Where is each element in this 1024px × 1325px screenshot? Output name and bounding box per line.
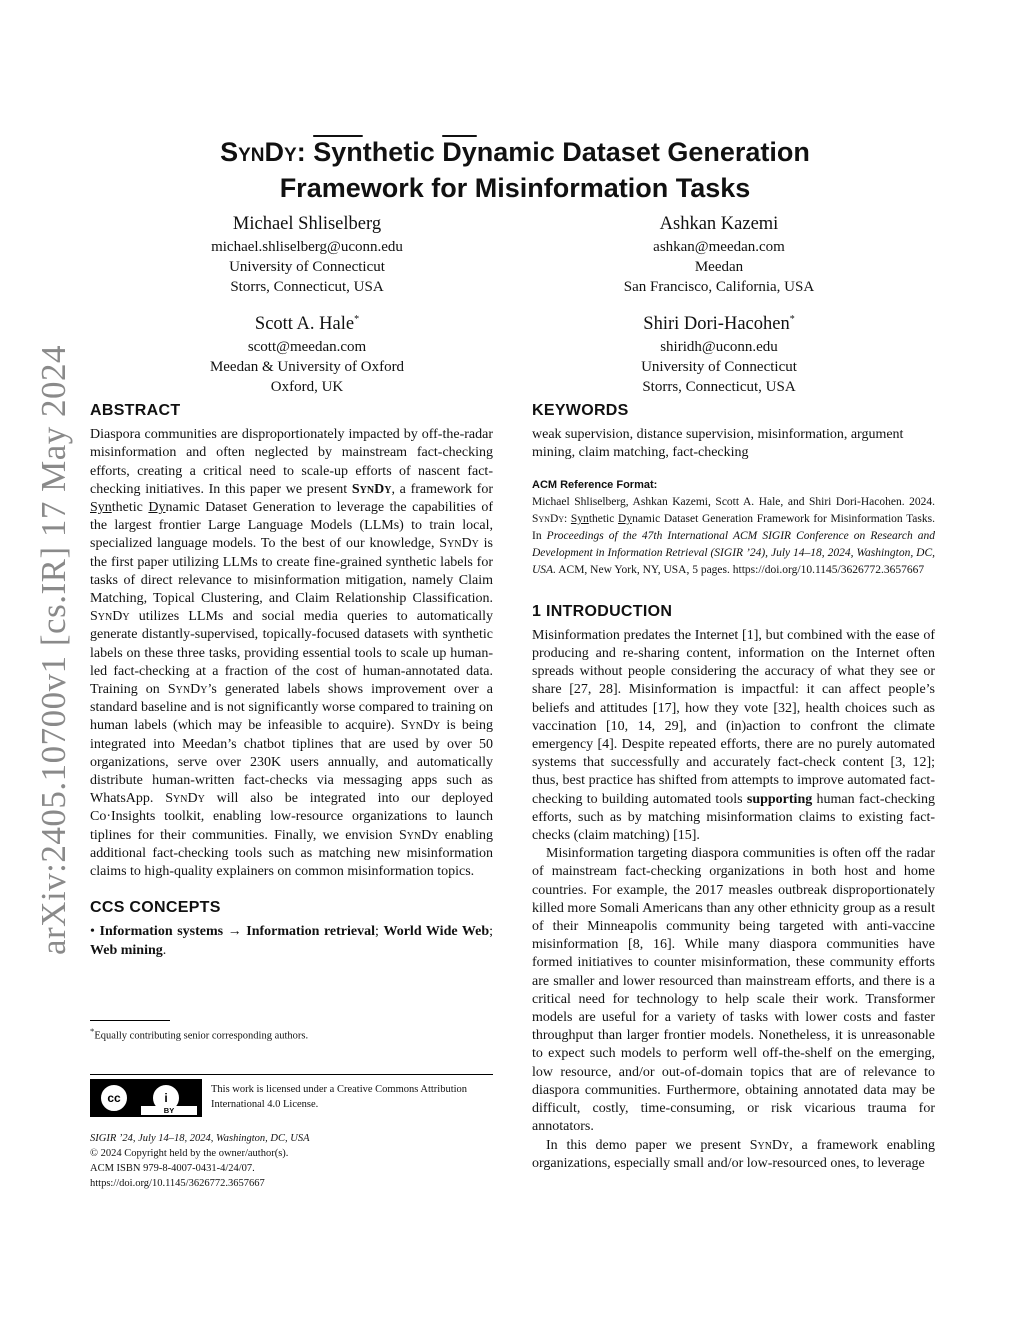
author-block: Michael Shliselberg michael.shliselberg@uconn.edu University of Connecticut Storrs, Connecticut, USA: [211, 214, 403, 295]
keywords-heading: KEYWORDS: [532, 402, 629, 419]
license-rule: [90, 1074, 493, 1075]
abstract-heading: ABSTRACT: [90, 402, 181, 419]
author-block: Ashkan Kazemi ashkan@meedan.com Meedan San Francisco, California, USA: [623, 214, 815, 295]
paper-title: SynDy: $\overline{Syn}thetic$ $\overline{Dy}namic$ Dataset Generation Framework for Misinformation Tasks: [220, 137, 810, 203]
by-label: BY: [141, 1106, 197, 1115]
acm-reference: ACM Reference Format: Michael Shliselberg, Ashkan Kazemi, Scott A. Hale, and Shiri Dori-Hacohen. 2024. SynDy: Synthetic Dynamic Dataset Generation Framework for Misinformation Tasks. In Proceedings of the 47th International ACM SIGIR Conference on Research and Development in Information Retrieval (SIGIR ’24), July 14–18, 2024, Washington, DC, USA. ACM, New York, NY, USA, 5 pages. https://doi.org/10.1145/3626772.3657667: [532, 478, 936, 576]
license-block: [90, 1079, 493, 1117]
author-block: Shiri Dori-Hacohen* shiridh@uconn.edu University of Connecticut Storrs, Connecticut, USA: [641, 314, 797, 396]
cc-icon: cc: [99, 1083, 129, 1113]
ccs-heading: CCS CONCEPTS: [90, 899, 221, 917]
arxiv-identifier-sidebar: [27, 344, 81, 956]
introduction-heading: 1 INTRODUCTION: [532, 602, 673, 620]
author-block: Scott A. Hale* scott@meedan.com Meedan & University of Oxford Oxford, UK: [209, 314, 405, 396]
keywords-text: weak supervision, distance supervision, misinformation, argument mining, claim matching, fact-checking: [532, 427, 904, 461]
footnote-rule: [90, 1020, 170, 1021]
intro-paragraph: In this demo paper we present SynDy, a framework enabling organizations, especially small and/or low-resourced ones, to leverage: [532, 1137, 936, 1171]
footnote: *Equally contributing senior corresponding authors.: [90, 1026, 309, 1042]
license-text: This work is licensed under a Creative Commons Attribution International 4.0 License.: [211, 1084, 468, 1110]
intro-paragraph: Misinformation predates the Internet [1], but combined with the ease of producing and re-sharing content, information on the Internet often spreads without people considering the accuracy of what they see or share [27, 28]. Misinformation is impactful: it can affect people’s beliefs and attitudes [17], how they vote [32], health choices such as vaccination [10, 14, 29], and (in)action to confront the climate emergency [4]. Despite repeated efforts, there are no purely automated systems that successfully and accurately fact-check content [3, 12]; thus, best practice has shifted from attempts to improve automated fact-checking to building automated tools supporting human fact-checking efforts, such as by matching misinformation claims to existing fact-checks (claim matching) [15].: [532, 627, 936, 844]
left-column: [90, 402, 493, 960]
person-icon: i: [151, 1083, 181, 1113]
right-column: [532, 402, 935, 1173]
arxiv-id: arXiv:2405.10700v1 [cs.IR] 17 May 2024: [34, 344, 74, 956]
abstract-text: Diaspora communities are disproportionately impacted by off-the-radar misinformation and often neglected by mainstream fact-checking efforts, creating a critical need to scale-up efforts of nascent fact-checking initiatives. In this paper we present SynDy, a framework for Synthetic Dynamic Dataset Generation to leverage the capabilities of the largest frontier Large Language Models (LLMs) to train local, specialized language models. To the best of our knowledge, SynDy is the first paper utilizing LLMs to create fine-grained synthetic labels for tasks of direct relevance to misinformation mitigation, namely Claim Matching, Topical Clustering, and Claim Relationship Classification. SynDy utilizes LLMs and social media queries to automatically generate distantly-supervised, topically-focused datasets with synthetic labels on these three tasks, providing essential tools to scale up human-led fact-checking at a fraction of the cost of human-annotated data. Training on SynDy’s generated labels shows improvement over a standard baseline and is not significantly worse compared to training on human labels (which may be infeasible to acquire). SynDy is being integrated into Meedan’s chatbot tiplines that are used by over 50 organizations, serve over 230K users annually, and automatically distribute human-written fact-checks via messaging apps such as WhatsApp. SynDy will also be integrated into our deployed Co·Insights toolkit, enabling low-resource organizations to launch tiplines for their communities. Finally, we envision SynDy enabling additional fact-checking tools such as matching new misinformation claims to high-quality explainers on common misinformation topics.: [90, 427, 494, 880]
ccs-concepts: • Information systems → Information retrieval; World Wide Web; Web mining.: [90, 924, 494, 958]
creative-commons-badge[interactable]: [90, 1079, 202, 1117]
venue-info: SIGIR ’24, July 14–18, 2024, Washington, DC, USA © 2024 Copyright held by the owner/author(s). ACM ISBN 979-8-4007-0431-4/24/07. https://doi.org/10.1145/3626772.3657667: [90, 1131, 493, 1191]
doi-link[interactable]: https://doi.org/10.1145/3626772.3657667: [90, 1178, 265, 1189]
intro-paragraph: Misinformation targeting diaspora communities is often off the radar of mainstream fact-checking organizations in both host and home countries. For example, the 2017 measles outbreak disproportionately killed more Somali Americans than any other ethnicity group as a result of their Minneapolis community being targeted with anti-vaccine misinformation [8, 16]. While many diaspora communities have formed initiatives to counter misinformation, these community efforts are smaller and lower resourced than mainstream efforts, and there is a critical need for technology to help scale their work. Transformer models are useful for a variety of tasks with lower costs and faster throughput than larger frontier models. Nonetheless, it is unreasonable to expect such models to perform well off-the-shelf on the emerging, low resource, and/or out-of-domain topics that are of relevance to diaspora communities. Furthermore, obtaining annotated data may be difficult, costly, time-consuming, or risk vicarious trauma for annotators.: [532, 846, 935, 1135]
